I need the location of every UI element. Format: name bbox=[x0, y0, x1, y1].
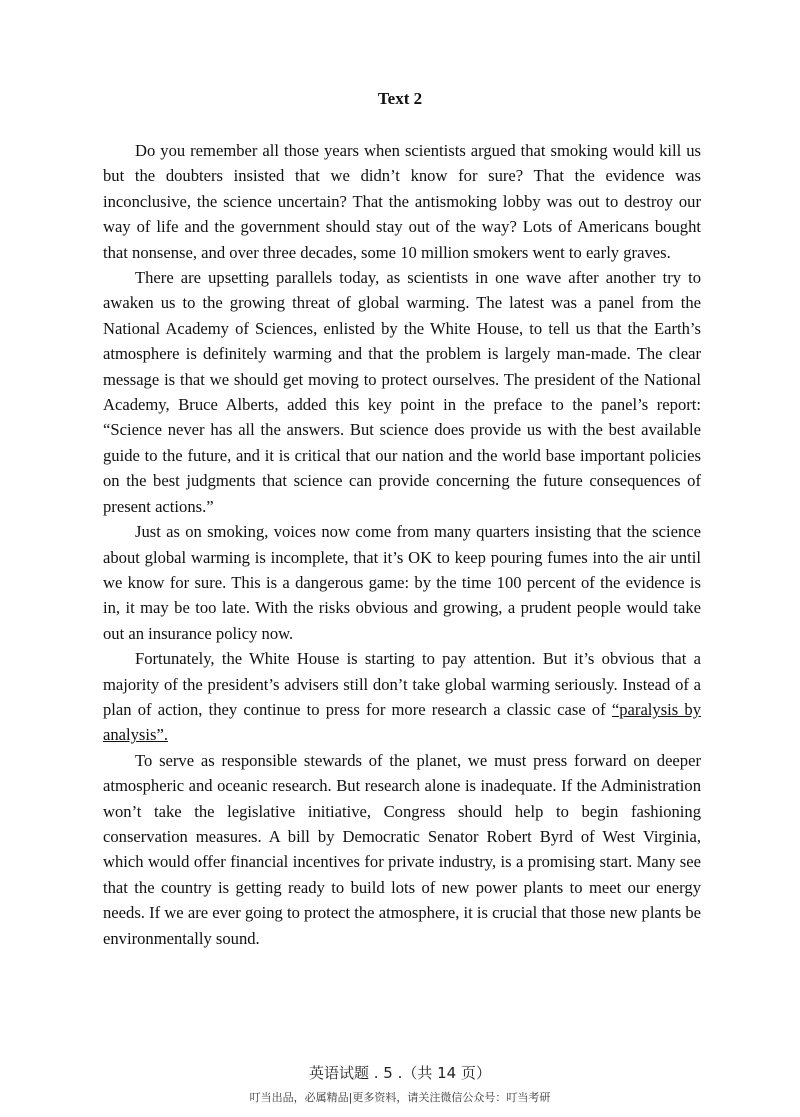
paragraph-4 bbox=[103, 646, 701, 748]
page-title: Text 2 bbox=[377, 89, 423, 108]
paragraph-5: To serve as responsible stewards of the planet, we must press forward on deeper atmospheric and oceanic research. But research alone is inadequate. If the Administration won’t take the legislative initiative, Congress should help to begin fashioning conservation measures. A bill by Democratic Senator Robert Byrd of West Virginia, which would offer financial incentives for private industry, is a promising start. Many see that the country is getting ready to build lots of new power plants to meet our energy needs. If we are ever going to protect the atmosphere, it is crucial that those new plants be environmentally sound. bbox=[103, 750, 701, 948]
page-footer: 英语试题 . 5 .（共 14 页） bbox=[308, 1064, 491, 1082]
underlined-phrase: “paralysis by analysis”. bbox=[103, 699, 702, 745]
watermark-text: 叮当出品，必属精品|更多资料，请关注微信公众号：叮当考研 bbox=[249, 1091, 551, 1104]
article-body bbox=[103, 138, 701, 951]
paragraph-2: There are upsetting parallels today, as scientists in one wave after another try to awaken us to the growing threat of global warming. The latest was a panel from the National Academy of Sciences, enlisted by the White House, to tell us that the Earth’s atmosphere is definitely warming and that the problem is largely man-made. The clear message is that we should get moving to protect ourselves. The president of the National Academy, Bruce Alberts, added this key point in the preface to the panel’s report: “Science never has all the answers. But science does provide us with the best available guide to the future, and it is critical that our nation and the world base important policies on the best judgments that science can provide concerning the future consequences of present actions.” bbox=[103, 268, 701, 516]
paragraph-4-text: Fortunately, the White House is starting to pay attention. But it’s obvious that a majority of the president’s advisers still don’t take global warming seriously. Instead of a plan of action, they continue to press for more research a classic case of bbox=[103, 649, 701, 719]
paragraph-1: Do you remember all those years when scientists argued that smoking would kill us but the doubters insisted that we didn’t know for sure? That the evidence was inconclusive, the science uncertain? That the antismoking lobby was out to destroy our way of life and the government should stay out of the way? Lots of Americans bought that nonsense, and over three decades, some 10 million smokers went to early graves. bbox=[103, 141, 701, 262]
paragraph-3: Just as on smoking, voices now come from many quarters insisting that the science about global warming is incomplete, that it’s OK to keep pouring fumes into the air until we know for sure. This is a dangerous game: by the time 100 percent of the evidence is in, it may be too late. With the risks obvious and growing, a prudent people would take out an insurance policy now. bbox=[103, 522, 701, 643]
